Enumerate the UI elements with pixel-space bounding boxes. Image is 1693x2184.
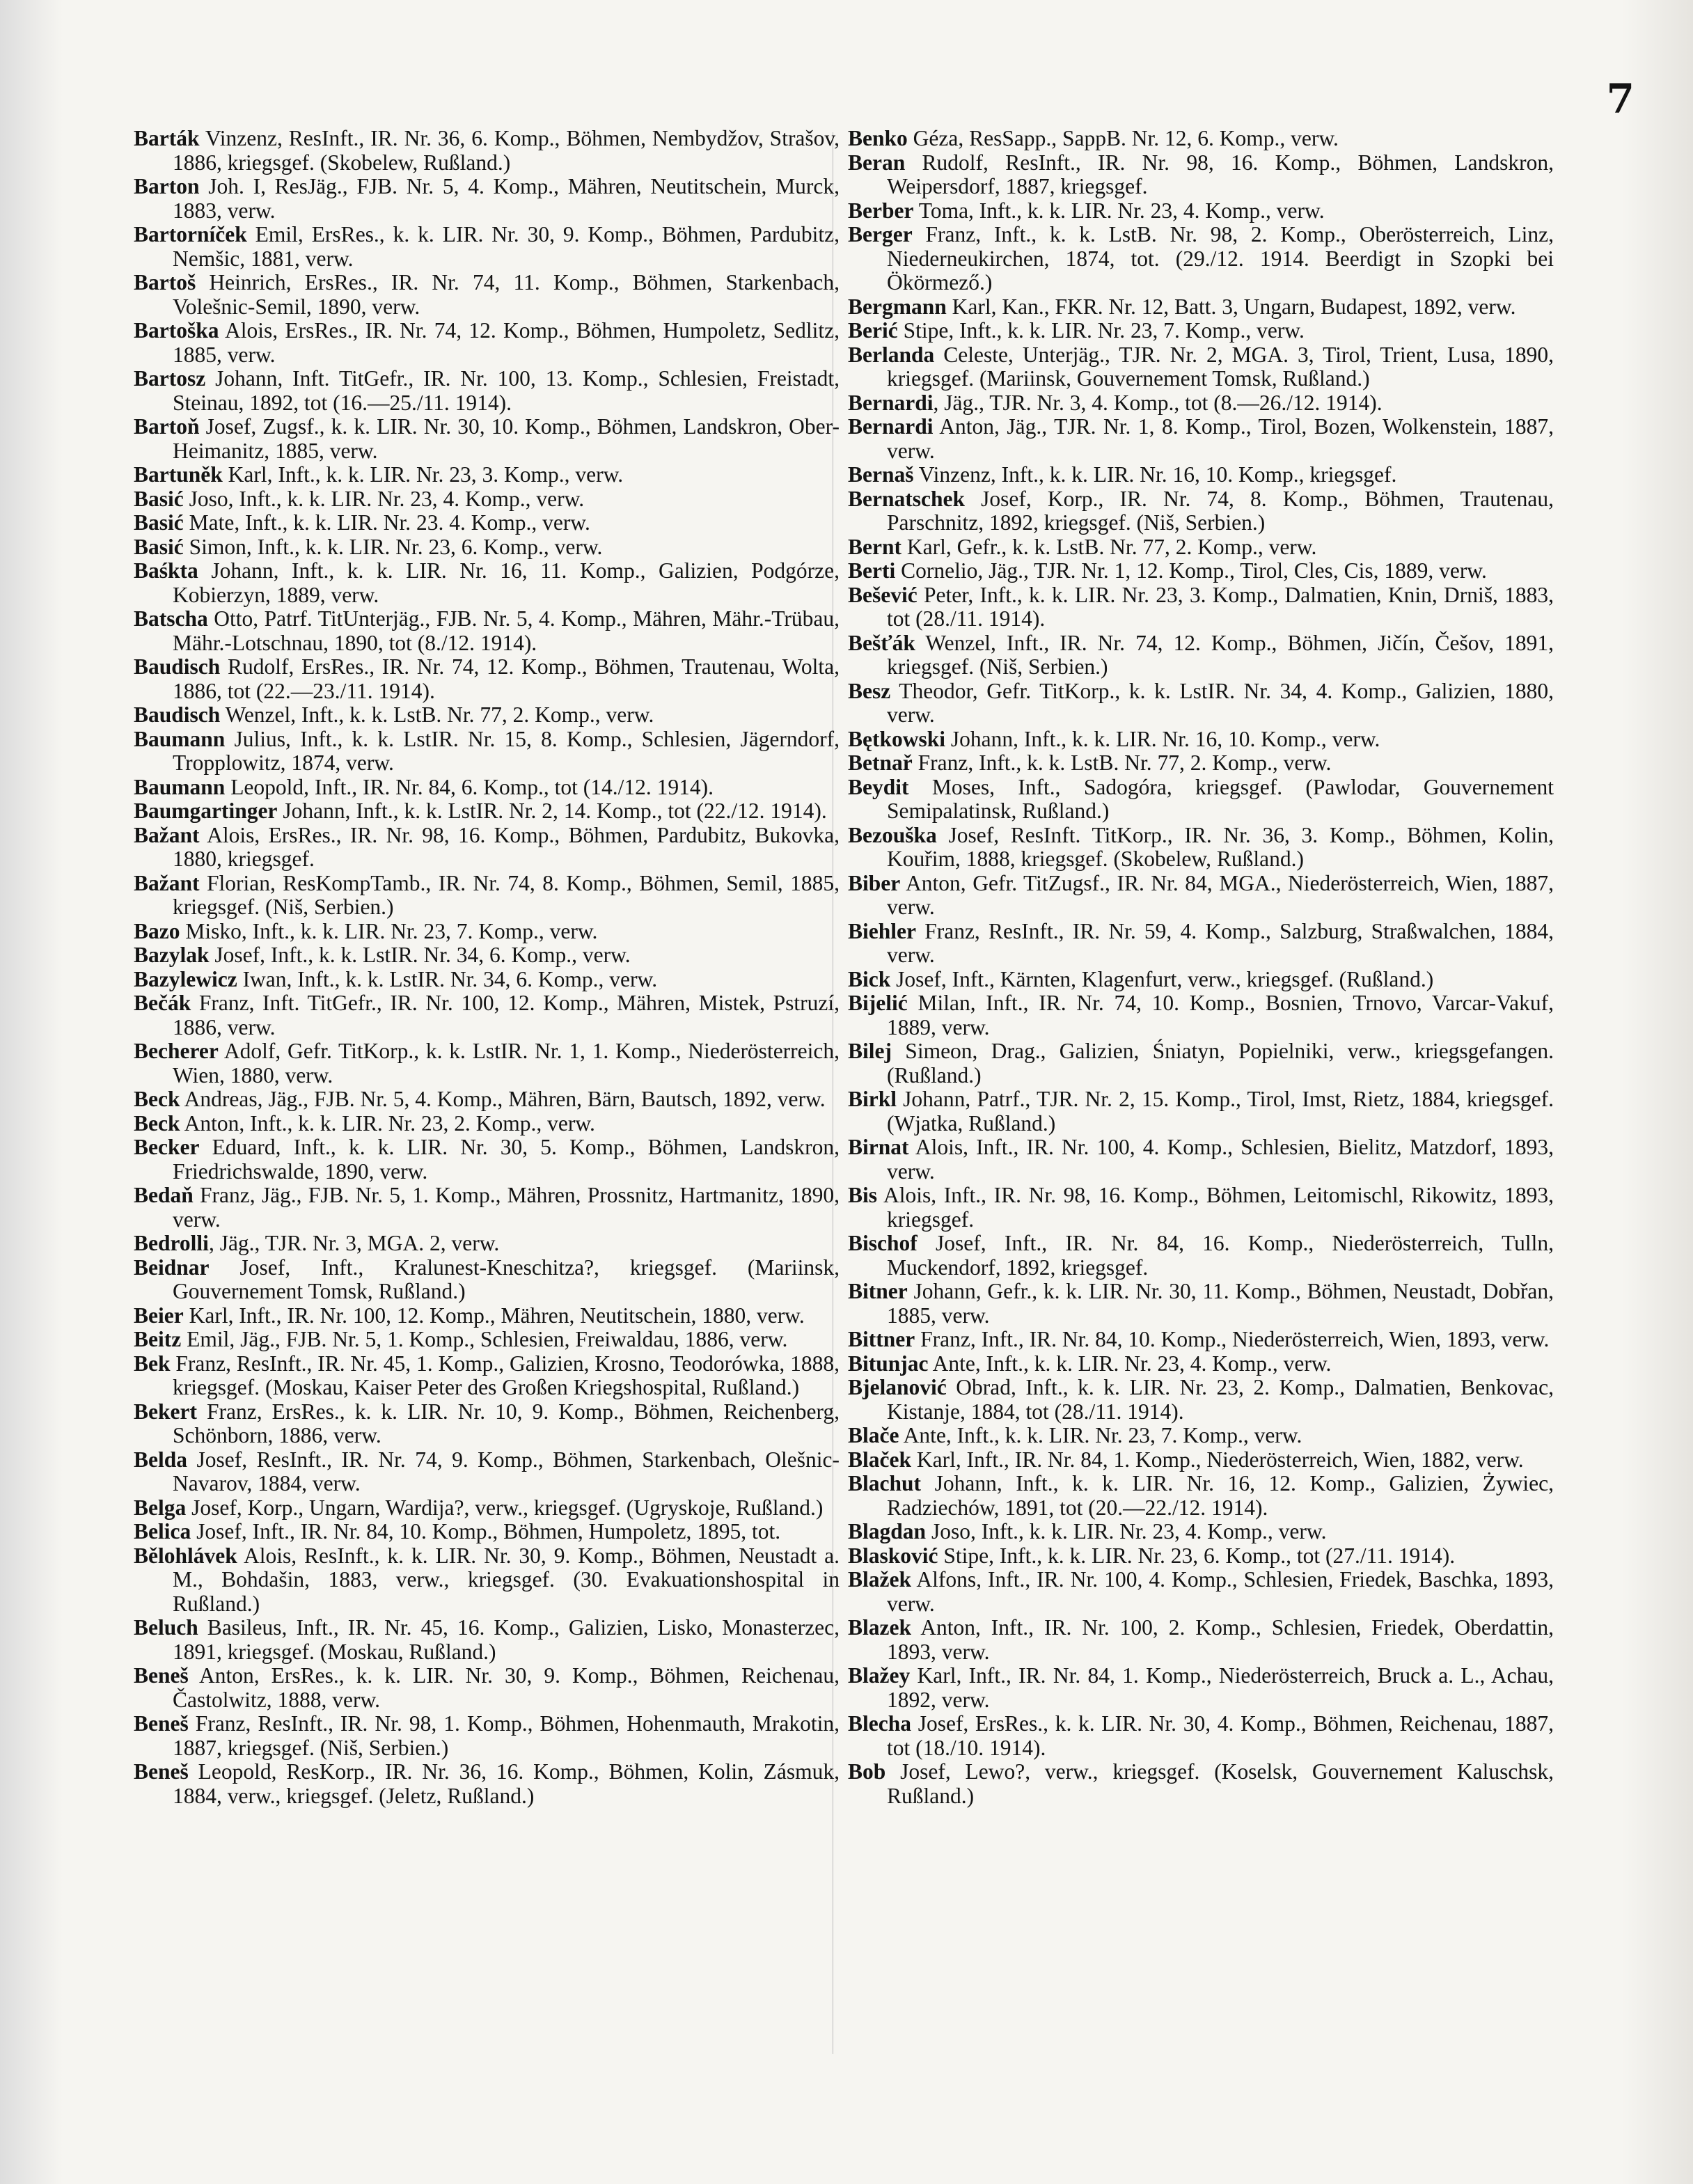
- casualty-entry: [848, 295, 1554, 320]
- casualty-entry: [848, 1328, 1554, 1352]
- entry-details: Johann, Inft., k. k. LstIR. Nr. 2, 14. Komp., tot (22./12. 1914).: [277, 799, 827, 823]
- entry-surname: Bešťák: [848, 630, 915, 655]
- entry-surname: Betnař: [848, 751, 913, 775]
- entry-details: Géza, ResSapp., SappB. Nr. 12, 6. Komp., verw.: [907, 126, 1339, 150]
- casualty-entry: [848, 487, 1554, 535]
- entry-details: Florian, ResKompTamb., IR. Nr. 74, 8. Komp., Böhmen, Semil, 1885, kriegsgef. (Niš, Serbien.): [173, 870, 840, 919]
- casualty-entry: [134, 824, 840, 872]
- casualty-entry: [134, 1448, 840, 1496]
- casualty-entry: [848, 1280, 1554, 1328]
- casualty-entry: [848, 1184, 1554, 1232]
- casualty-entry: [848, 679, 1554, 728]
- entry-details: Anton, Jäg., TJR. Nr. 1, 8. Komp., Tirol, Bozen, Wolkenstein, 1887, verw.: [887, 414, 1554, 463]
- casualty-entry: [134, 1232, 840, 1256]
- entry-details: Alois, ErsRes., IR. Nr. 98, 16. Komp., Böhmen, Pardubitz, Bukovka, 1880, kriegsgef.: [173, 822, 840, 871]
- entry-details: Wenzel, Inft., k. k. LstB. Nr. 77, 2. Komp., verw.: [220, 702, 654, 727]
- entry-details: Alois, ErsRes., IR. Nr. 74, 12. Komp., Böhmen, Humpoletz, Sedlitz, 1885, verw.: [173, 318, 840, 367]
- entry-details: Heinrich, ErsRes., IR. Nr. 74, 11. Komp., Böhmen, Starkenbach, Volešnic-Semil, 1890, verw.: [173, 270, 840, 319]
- entry-surname: Bis: [848, 1183, 878, 1207]
- entry-details: Franz, Inft., k. k. LstB. Nr. 77, 2. Komp., verw.: [912, 751, 1332, 775]
- casualty-entry: [848, 1472, 1554, 1520]
- entry-surname: Bartuněk: [134, 462, 223, 487]
- entry-surname: Bazylewicz: [134, 966, 237, 991]
- entry-details: Emil, Jäg., FJB. Nr. 5, 1. Komp., Schlesien, Freiwaldau, 1886, verw.: [181, 1327, 788, 1351]
- entry-surname: Bečák: [134, 991, 191, 1015]
- entry-surname: Bitner: [848, 1279, 908, 1303]
- casualty-entry: [134, 1256, 840, 1304]
- entry-surname: Becker: [134, 1135, 200, 1159]
- entry-details: Toma, Inft., k. k. LIR. Nr. 23, 4. Komp., verw.: [913, 198, 1325, 223]
- entry-surname: Bob: [848, 1759, 886, 1784]
- entry-details: Peter, Inft., k. k. LIR. Nr. 23, 3. Komp., Dalmatien, Knin, Drniš, 1883, tot (28./11. 1914).: [887, 582, 1554, 631]
- entry-surname: Becherer: [134, 1039, 219, 1063]
- casualty-entry: [134, 223, 840, 271]
- entry-details: Misko, Inft., k. k. LIR. Nr. 23, 7. Komp., verw.: [180, 918, 598, 943]
- casualty-entry: [848, 1039, 1554, 1087]
- casualty-entry: [848, 1136, 1554, 1184]
- entry-details: Josef, Zugsf., k. k. LIR. Nr. 30, 10. Komp., Böhmen, Landskron, Ober-Heimanitz, 1885, verw.: [173, 414, 840, 463]
- casualty-entry: [134, 1352, 840, 1400]
- entry-surname: Baśkta: [134, 558, 198, 583]
- entry-details: Vinzenz, ResInft., IR. Nr. 36, 6. Komp., Böhmen, Nembydžov, Strašov, 1886, kriegsgef. (Skobelew, Rußland.): [173, 126, 840, 175]
- entry-surname: Bitunjac: [848, 1351, 929, 1376]
- casualty-entry: [848, 559, 1554, 583]
- entry-surname: Baudisch: [134, 654, 221, 679]
- entry-details: Stipe, Inft., k. k. LIR. Nr. 23, 6. Komp., tot (27./11. 1914).: [938, 1543, 1456, 1568]
- casualty-entry: [848, 223, 1554, 295]
- casualty-entry: [134, 559, 840, 607]
- entry-details: Julius, Inft., k. k. LstIR. Nr. 15, 8. Komp., Schlesien, Jägerndorf, Tropplowitz, 1874, verw.: [173, 726, 840, 775]
- casualty-entry: [848, 1616, 1554, 1664]
- casualty-entry: [848, 583, 1554, 631]
- casualty-entry: [848, 199, 1554, 223]
- entry-surname: Berger: [848, 222, 913, 246]
- entry-details: Andreas, Jäg., FJB. Nr. 5, 4. Komp., Mähren, Bärn, Bautsch, 1892, verw.: [180, 1087, 826, 1111]
- casualty-entry: [134, 728, 840, 776]
- entry-details: Johann, Patrf., TJR. Nr. 2, 15. Komp., Tirol, Imst, Rietz, 1884, kriegsgef. (Wjatka, Rußland.): [887, 1087, 1554, 1136]
- entry-surname: Bedrolli: [134, 1231, 209, 1255]
- entry-surname: Bernardi: [848, 390, 934, 415]
- entry-surname: Biehler: [848, 918, 916, 943]
- casualty-entry: [134, 175, 840, 223]
- entry-surname: Blače: [848, 1423, 899, 1447]
- entry-details: Johann, Inft., k. k. LIR. Nr. 16, 12. Komp., Galizien, Żywiec, Radziechów, 1891, tot (20.—22./12. 1914).: [887, 1471, 1554, 1520]
- casualty-entry: [848, 127, 1554, 151]
- entry-details: Franz, Inft., k. k. LstB. Nr. 98, 2. Komp., Oberösterreich, Linz, Niederneukirchen, 1874, tot. (29./12. 1914. Beerdigt in Szopki bei Ökörmező.): [887, 222, 1554, 294]
- casualty-entry: [134, 487, 840, 512]
- entry-details: Alois, Inft., IR. Nr. 100, 4. Komp., Schlesien, Bielitz, Matzdorf, 1893, verw.: [887, 1135, 1554, 1184]
- entry-details: Josef, Inft., k. k. LstIR. Nr. 34, 6. Komp., verw.: [209, 943, 631, 967]
- casualty-entry: [848, 1712, 1554, 1760]
- casualty-entry: [134, 776, 840, 800]
- entry-surname: Blachut: [848, 1471, 922, 1495]
- entry-details: Leopold, ResKorp., IR. Nr. 36, 16. Komp., Böhmen, Kolin, Zásmuk, 1884, verw., kriegsgef. (Jeletz, Rußland.): [173, 1759, 840, 1808]
- entry-details: Joh. I, ResJäg., FJB. Nr. 5, 4. Komp., Mähren, Neutitschein, Murck, 1883, verw.: [173, 174, 840, 223]
- entry-details: Eduard, Inft., k. k. LIR. Nr. 30, 5. Komp., Böhmen, Landskron, Friedrichswalde, 1890, verw.: [173, 1135, 840, 1184]
- entry-details: Karl, Inft., IR. Nr. 84, 1. Komp., Niederösterreich, Wien, 1882, verw.: [911, 1447, 1524, 1472]
- entry-surname: Baumgartinger: [134, 799, 278, 823]
- entry-details: Alois, Inft., IR. Nr. 98, 16. Komp., Böhmen, Leitomischl, Rikowitz, 1893, kriegsgef.: [877, 1183, 1554, 1232]
- casualty-entry: [134, 872, 840, 920]
- entry-surname: Bezouška: [848, 822, 937, 847]
- entry-details: Anton, Inft., IR. Nr. 100, 2. Komp., Schlesien, Friedek, Oberdattin, 1893, verw.: [887, 1615, 1554, 1664]
- entry-surname: Bedaň: [134, 1183, 194, 1207]
- entry-surname: Bešević: [848, 582, 918, 607]
- entry-surname: Bekert: [134, 1399, 197, 1424]
- entry-surname: Bazo: [134, 918, 180, 943]
- entry-details: Moses, Inft., Sadogóra, kriegsgef. (Pawlodar, Gouvernement Semipalatinsk, Rußland.): [887, 774, 1554, 823]
- casualty-entry: [848, 631, 1554, 679]
- entry-details: , Jäg., TJR. Nr. 3, 4. Komp., tot (8.—26./12. 1914).: [933, 390, 1383, 415]
- casualty-entry: [134, 1616, 840, 1664]
- entry-details: Johann, Inft. TitGefr., IR. Nr. 100, 13. Komp., Schlesien, Freistadt, Steinau, 1892, tot (16.—25./11. 1914).: [173, 366, 840, 415]
- entry-surname: Biber: [848, 870, 901, 895]
- entry-surname: Blagdan: [848, 1519, 927, 1543]
- casualty-entry: [134, 1712, 840, 1760]
- entry-details: Franz, ErsRes., k. k. LIR. Nr. 10, 9. Komp., Böhmen, Reichenberg, Schönborn, 1886, verw.: [173, 1399, 840, 1447]
- entry-details: Franz, ResInft., IR. Nr. 45, 1. Komp., Galizien, Krosno, Teodorówka, 1888, kriegsgef. (Moskau, Kaiser Peter des Großen Kriegshospital, Rußland.): [170, 1351, 840, 1399]
- entry-details: Josef, Inft., IR. Nr. 84, 16. Komp., Niederösterreich, Tulln, Muckendorf, 1892, kriegsgef.: [887, 1231, 1554, 1280]
- casualty-entry: [848, 1544, 1554, 1569]
- entry-details: Wenzel, Inft., IR. Nr. 74, 12. Komp., Böhmen, Jičín, Češov, 1891, kriegsgef. (Niš, Serbien.): [887, 630, 1554, 679]
- entry-details: Josef, Inft., Kärnten, Klagenfurt, verw., kriegsgef. (Rußland.): [890, 966, 1434, 991]
- entry-surname: Bittner: [848, 1327, 915, 1351]
- entry-surname: Bažant: [134, 870, 200, 895]
- entry-details: Karl, Kan., FKR. Nr. 12, Batt. 3, Ungarn, Budapest, 1892, verw.: [946, 294, 1516, 319]
- entry-surname: Blecha: [848, 1711, 911, 1736]
- entry-surname: Baudisch: [134, 702, 221, 727]
- entry-surname: Beluch: [134, 1615, 198, 1640]
- casualty-entry: [848, 968, 1554, 992]
- entry-surname: Bijelić: [848, 991, 908, 1015]
- casualty-entry: [134, 511, 840, 535]
- entry-surname: Bělohlávek: [134, 1543, 237, 1568]
- entry-surname: Basić: [134, 486, 184, 511]
- entry-details: Stipe, Inft., k. k. LIR. Nr. 23, 7. Komp., verw.: [897, 318, 1305, 343]
- casualty-entry: [848, 824, 1554, 872]
- casualty-entry: [848, 463, 1554, 487]
- entry-surname: Bischof: [848, 1231, 918, 1255]
- entry-surname: Bažant: [134, 822, 200, 847]
- casualty-entry: [134, 1400, 840, 1448]
- entry-details: Simeon, Drag., Galizien, Śniatyn, Popielniki, verw., kriegsgefangen. (Rußland.): [887, 1039, 1554, 1087]
- entry-details: Franz, Jäg., FJB. Nr. 5, 1. Komp., Mähren, Prossnitz, Hartmanitz, 1890, verw.: [173, 1183, 840, 1232]
- entry-details: Johann, Gefr., k. k. LIR. Nr. 30, 11. Komp., Böhmen, Neustadt, Dobřan, 1885, verw.: [887, 1279, 1554, 1328]
- casualty-entry: [134, 920, 840, 944]
- entry-surname: Bergmann: [848, 294, 947, 319]
- entry-surname: Bartosz: [134, 366, 206, 391]
- casualty-entry: [134, 1520, 840, 1544]
- entry-surname: Belica: [134, 1519, 191, 1543]
- casualty-entry: [848, 151, 1554, 199]
- entry-details: Cornelio, Jäg., TJR. Nr. 1, 12. Komp., Tirol, Cles, Cis, 1889, verw.: [895, 558, 1487, 583]
- entry-details: Leopold, Inft., IR. Nr. 84, 6. Komp., tot (14./12. 1914).: [225, 774, 714, 799]
- casualty-entry: [134, 1304, 840, 1328]
- entry-details: Josef, Korp., Ungarn, Wardija?, verw., kriegsgef. (Ugryskoje, Rußland.): [186, 1495, 824, 1520]
- entry-surname: Blazek: [848, 1615, 911, 1640]
- entry-surname: Beitz: [134, 1327, 182, 1351]
- casualty-entry: [848, 535, 1554, 560]
- entry-surname: Basić: [134, 534, 184, 559]
- casualty-entry: [134, 271, 840, 319]
- entry-details: Rudolf, ResInft., IR. Nr. 98, 16. Komp., Böhmen, Landskron, Weipersdorf, 1887, kriegsgef.: [887, 150, 1554, 198]
- entry-surname: Bernatschek: [848, 486, 965, 511]
- entry-details: , Jäg., TJR. Nr. 3, MGA. 2, verw.: [208, 1231, 500, 1255]
- entry-surname: Berber: [848, 198, 914, 223]
- entry-surname: Batscha: [134, 606, 208, 631]
- entry-details: Franz, Inft. TitGefr., IR. Nr. 100, 12. Komp., Mähren, Mistek, Pstruzí, 1886, verw.: [173, 991, 840, 1039]
- entry-details: Anton, Gefr. TitZugsf., IR. Nr. 84, MGA., Niederösterreich, Wien, 1887, verw.: [887, 870, 1554, 919]
- entry-surname: Blaček: [848, 1447, 911, 1472]
- casualty-entry: [134, 1039, 840, 1087]
- entry-surname: Bernaš: [848, 462, 914, 487]
- entry-surname: Birnat: [848, 1135, 909, 1159]
- entry-details: Joso, Inft., k. k. LIR. Nr. 23, 4. Komp., verw.: [926, 1519, 1327, 1543]
- entry-details: Milan, Inft., IR. Nr. 74, 10. Komp., Bosnien, Trnovo, Varcar-Vakuf, 1889, verw.: [887, 991, 1554, 1039]
- entry-surname: Beck: [134, 1110, 180, 1136]
- entry-surname: Bilej: [848, 1039, 892, 1063]
- entry-details: Johann, Inft., k. k. LIR. Nr. 16, 11. Komp., Galizien, Podgórze, Kobierzyn, 1889, verw.: [173, 558, 840, 607]
- entry-details: Vinzenz, Inft., k. k. LIR. Nr. 16, 10. Komp., kriegsgef.: [913, 462, 1397, 487]
- entry-surname: Blažek: [848, 1567, 911, 1592]
- entry-details: Karl, Inft., IR. Nr. 84, 1. Komp., Niederösterreich, Bruck a. L., Achau, 1892, verw.: [887, 1663, 1554, 1712]
- entry-details: Celeste, Unterjäg., TJR. Nr. 2, MGA. 3, Tirol, Trient, Lusa, 1890, kriegsgef. (Mariinsk, Gouvernement Tomsk, Rußland.): [887, 342, 1554, 391]
- entry-surname: Bartorníček: [134, 222, 247, 246]
- entry-surname: Bartoš: [134, 270, 196, 294]
- entry-details: Ante, Inft., k. k. LIR. Nr. 23, 7. Komp., verw.: [899, 1423, 1302, 1447]
- entry-details: Joso, Inft., k. k. LIR. Nr. 23, 4. Komp., verw.: [183, 486, 585, 511]
- entry-surname: Besz: [848, 678, 891, 703]
- entry-details: Josef, Korp., IR. Nr. 74, 8. Komp., Böhmen, Trautenau, Parschnitz, 1892, kriegsgef. (Niš, Serbien.): [887, 486, 1554, 535]
- entry-surname: Bętkowski: [848, 726, 946, 751]
- casualty-entry: [848, 751, 1554, 776]
- casualty-entry: [134, 463, 840, 487]
- casualty-entry: [134, 943, 840, 968]
- entry-surname: Bartoň: [134, 414, 200, 439]
- entry-details: Mate, Inft., k. k. LIR. Nr. 23. 4. Komp., verw.: [183, 510, 590, 535]
- entry-surname: Berti: [848, 558, 896, 583]
- entry-surname: Blasković: [848, 1543, 938, 1568]
- entry-surname: Birkl: [848, 1087, 897, 1111]
- entry-details: Ante, Inft., k. k. LIR. Nr. 23, 4. Komp., verw.: [928, 1351, 1332, 1376]
- casualty-entry: [134, 968, 840, 992]
- left-column: [134, 127, 840, 1808]
- entry-details: Josef, ResInft. TitKorp., IR. Nr. 36, 3. Komp., Böhmen, Kolin, Kouřim, 1888, kriegsgef. (Skobelew, Rußland.): [887, 822, 1554, 871]
- casualty-entry: [134, 319, 840, 367]
- entry-surname: Barták: [134, 126, 200, 150]
- entry-details: Josef, Lewo?, verw., kriegsgef. (Koselsk, Gouvernement Kaluschsk, Rußland.): [885, 1759, 1554, 1808]
- entry-details: Franz, ResInft., IR. Nr. 59, 4. Komp., Salzburg, Straßwalchen, 1884, verw.: [887, 918, 1554, 967]
- casualty-entry: [848, 319, 1554, 343]
- casualty-entry: [134, 655, 840, 703]
- entry-surname: Bernardi: [848, 414, 934, 439]
- entry-details: Alois, ResInft., k. k. LIR. Nr. 30, 9. Komp., Böhmen, Neustadt a. M., Bohdašin, 1883, verw., kriegsgef. (30. Evakuationshospital in Rußland.): [173, 1543, 840, 1616]
- casualty-entry: [134, 367, 840, 415]
- entry-details: Anton, ErsRes., k. k. LIR. Nr. 30, 9. Komp., Böhmen, Reichenau, Častolwitz, 1888, verw.: [173, 1663, 840, 1712]
- entry-surname: Berlanda: [848, 342, 935, 367]
- casualty-entry: [134, 1184, 840, 1232]
- entry-surname: Bick: [848, 966, 891, 991]
- entry-details: Basileus, Inft., IR. Nr. 45, 16. Komp., Galizien, Lisko, Monasterzec, 1891, kriegsgef. (Moskau, Rußland.): [173, 1615, 840, 1664]
- casualty-entry: [134, 535, 840, 560]
- entry-surname: Bartoška: [134, 318, 219, 343]
- entry-surname: Belga: [134, 1495, 187, 1520]
- entry-details: Karl, Inft., IR. Nr. 100, 12. Komp., Mähren, Neutitschein, 1880, verw.: [183, 1303, 805, 1328]
- entry-details: Adolf, Gefr. TitKorp., k. k. LstIR. Nr. 1, 1. Komp., Niederösterreich, Wien, 1880, verw.: [173, 1039, 840, 1087]
- entry-details: Josef, ErsRes., k. k. LIR. Nr. 30, 4. Komp., Böhmen, Reichenau, 1887, tot (18./10. 1914).: [887, 1711, 1554, 1760]
- entry-details: Karl, Inft., k. k. LIR. Nr. 23, 3. Komp., verw.: [222, 462, 624, 487]
- entry-surname: Beck: [134, 1087, 180, 1111]
- casualty-entry: [848, 776, 1554, 824]
- casualty-entry: [134, 991, 840, 1039]
- casualty-entry: [134, 1112, 840, 1136]
- entry-details: Otto, Patrf. TitUnterjäg., FJB. Nr. 5, 4. Komp., Mähren, Mähr.-Trübau, Mähr.-Lotschnau, 1890, tot (8./12. 1914).: [173, 606, 840, 655]
- casualty-entry: [848, 872, 1554, 920]
- casualty-entry: [848, 1352, 1554, 1376]
- entry-details: Anton, Inft., k. k. LIR. Nr. 23, 2. Komp., verw.: [180, 1110, 595, 1136]
- entry-details: Alfons, Inft., IR. Nr. 100, 4. Komp., Schlesien, Friedek, Baschka, 1893, verw.: [887, 1567, 1554, 1616]
- entry-surname: Beran: [848, 150, 906, 175]
- entry-surname: Bek: [134, 1351, 171, 1376]
- entry-details: Obrad, Inft., k. k. LIR. Nr. 23, 2. Komp., Dalmatien, Benkovac, Kistanje, 1884, tot (28./11. 1914).: [887, 1375, 1554, 1424]
- casualty-entry: [134, 703, 840, 728]
- entry-surname: Beidnar: [134, 1255, 210, 1280]
- entry-surname: Beneš: [134, 1711, 189, 1736]
- entry-details: Theodor, Gefr. TitKorp., k. k. LstIR. Nr. 34, 4. Komp., Galizien, 1880, verw.: [887, 678, 1554, 727]
- entry-surname: Benko: [848, 126, 908, 150]
- entry-details: Franz, Inft., IR. Nr. 84, 10. Komp., Niederösterreich, Wien, 1893, verw.: [915, 1327, 1550, 1351]
- entry-surname: Blažey: [848, 1663, 911, 1688]
- entry-surname: Bazylak: [134, 943, 210, 967]
- entry-details: Rudolf, ErsRes., IR. Nr. 74, 12. Komp., Böhmen, Trautenau, Wolta, 1886, tot (22.—23./11. 1914).: [173, 654, 840, 703]
- entry-surname: Bjelanović: [848, 1375, 947, 1399]
- entry-surname: Beneš: [134, 1759, 189, 1784]
- entry-details: Josef, Inft., Kralunest-Kneschitza?, kriegsgef. (Mariinsk, Gouvernement Tomsk, Rußland.): [173, 1255, 840, 1303]
- entry-surname: Beydit: [848, 774, 909, 799]
- entry-details: Josef, Inft., IR. Nr. 84, 10. Komp., Böhmen, Humpoletz, 1895, tot.: [191, 1519, 781, 1543]
- entry-details: Franz, ResInft., IR. Nr. 98, 1. Komp., Böhmen, Hohenmauth, Mrakotin, 1887, kriegsgef. (Niš, Serbien.): [173, 1711, 840, 1760]
- entry-surname: Berić: [848, 318, 898, 343]
- entry-details: Simon, Inft., k. k. LIR. Nr. 23, 6. Komp., verw.: [183, 534, 603, 559]
- entry-surname: Baumann: [134, 774, 226, 799]
- entry-surname: Baumann: [134, 726, 226, 751]
- page-number: 7: [1606, 75, 1635, 123]
- casualty-entry: [134, 127, 840, 175]
- casualty-entry: [134, 607, 840, 655]
- casualty-entry: [848, 391, 1554, 416]
- casualty-entry: [134, 1328, 840, 1352]
- entry-surname: Barton: [134, 174, 200, 198]
- casualty-entry: [848, 415, 1554, 463]
- casualty-entry: [134, 1136, 840, 1184]
- casualty-entry: [848, 1376, 1554, 1424]
- casualty-entry: [848, 991, 1554, 1039]
- casualty-entry: [848, 1520, 1554, 1544]
- entry-surname: Basić: [134, 510, 184, 535]
- casualty-entry: [848, 1664, 1554, 1712]
- entry-details: Iwan, Inft., k. k. LstIR. Nr. 34, 6. Komp., verw.: [237, 966, 658, 991]
- casualty-entry: [134, 1760, 840, 1808]
- casualty-entry: [848, 1232, 1554, 1280]
- entry-details: Josef, ResInft., IR. Nr. 74, 9. Komp., Böhmen, Starkenbach, Olešnic-Navarov, 1884, verw.: [173, 1447, 840, 1495]
- entry-surname: Beier: [134, 1303, 184, 1328]
- casualty-entry: [848, 1568, 1554, 1616]
- entry-surname: Bernt: [848, 534, 901, 559]
- casualty-entry: [848, 1424, 1554, 1448]
- casualty-entry: [848, 728, 1554, 752]
- casualty-entry: [848, 1448, 1554, 1472]
- casualty-entry: [848, 1087, 1554, 1136]
- casualty-entry: [134, 799, 840, 824]
- right-column: [848, 127, 1554, 1808]
- casualty-entry: [848, 1760, 1554, 1808]
- casualty-entry: [848, 343, 1554, 391]
- entry-surname: Beneš: [134, 1663, 189, 1688]
- casualty-entry: [134, 415, 840, 463]
- entry-details: Karl, Gefr., k. k. LstB. Nr. 77, 2. Komp., verw.: [901, 534, 1317, 559]
- casualty-entry: [848, 920, 1554, 968]
- entry-details: Johann, Inft., k. k. LIR. Nr. 16, 10. Komp., verw.: [945, 726, 1380, 751]
- casualty-entry: [134, 1664, 840, 1712]
- casualty-entry: [134, 1087, 840, 1112]
- entry-details: Emil, ErsRes., k. k. LIR. Nr. 30, 9. Komp., Böhmen, Pardubitz, Nemšic, 1881, verw.: [173, 222, 840, 271]
- entry-surname: Belda: [134, 1447, 188, 1472]
- casualty-entry: [134, 1496, 840, 1521]
- casualty-entry: [134, 1544, 840, 1617]
